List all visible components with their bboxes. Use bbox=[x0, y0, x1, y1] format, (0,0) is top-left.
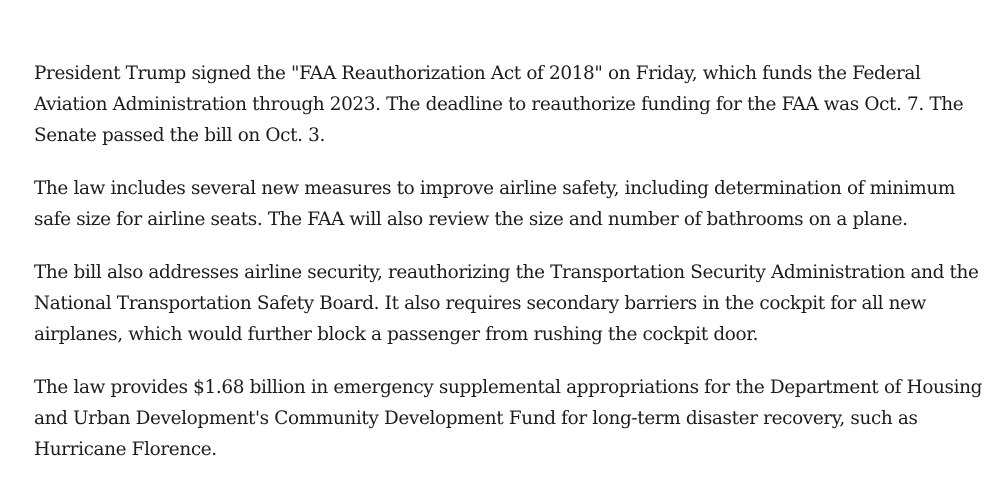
article-paragraph-airline-safety: The law includes several new measures to improve airline safety, including determination of minimum safe size for airline seats. The FAA will also review the size and number of bathrooms on a plane. bbox=[34, 178, 955, 230]
article-paragraph-faa-act-signed: President Trump signed the "FAA Reauthorization Act of 2018" on Friday, which funds the Federal Aviation Administration through 2023. The deadline to reauthorize funding for the FAA was Oct. 7. The Senate passed the bill on Oct. 3. bbox=[34, 63, 964, 146]
article-paragraph-airline-security: The bill also addresses airline security, reauthorizing the Transportation Security Administration and the National Transportation Safety Board. It also requires secondary barriers in the cockpit for all new airplanes, which would further block a passenger from rushing the cockpit door. bbox=[34, 262, 979, 345]
article-body bbox=[34, 58, 986, 487]
article-paragraph-disaster-funding: The law provides $1.68 billion in emergency supplemental appropriations for the Department of Housing and Urban Development's Community Development Fund for long-term disaster recovery, such as Hurricane Florence. bbox=[34, 377, 983, 460]
